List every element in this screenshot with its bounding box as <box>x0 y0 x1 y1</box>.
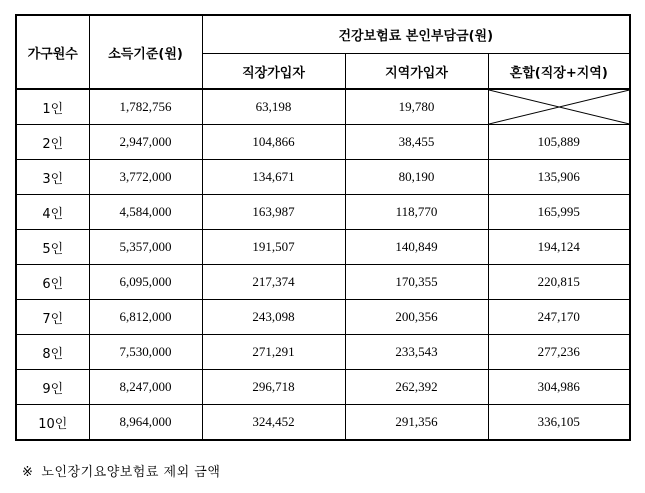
cell-income: 1,782,756 <box>89 89 202 125</box>
cell-household: 2인 <box>16 125 89 160</box>
table-row <box>16 335 630 370</box>
cell-employee: 163,987 <box>202 195 345 230</box>
cell-household: 3인 <box>16 160 89 195</box>
cell-income: 3,772,000 <box>89 160 202 195</box>
cell-mixed: 135,906 <box>488 160 630 195</box>
cell-regional: 140,849 <box>345 230 488 265</box>
table-row <box>16 405 630 441</box>
footnote-text: 노인장기요양보험료 제외 금액 <box>41 465 221 480</box>
header-regional: 지역가입자 <box>345 54 488 90</box>
footnote <box>22 461 220 480</box>
cell-income: 7,530,000 <box>89 335 202 370</box>
cell-income: 8,247,000 <box>89 370 202 405</box>
cell-employee: 271,291 <box>202 335 345 370</box>
cell-regional: 80,190 <box>345 160 488 195</box>
table-row <box>16 300 630 335</box>
cell-regional: 262,392 <box>345 370 488 405</box>
header-household: 가구원수 <box>16 15 89 89</box>
header-row-primary <box>16 15 630 54</box>
cell-regional: 170,355 <box>345 265 488 300</box>
table-body <box>16 89 630 440</box>
cell-regional: 291,356 <box>345 405 488 441</box>
cell-employee: 217,374 <box>202 265 345 300</box>
cell-employee: 296,718 <box>202 370 345 405</box>
cell-mixed: 220,815 <box>488 265 630 300</box>
table-row <box>16 265 630 300</box>
table-row <box>16 195 630 230</box>
cell-employee: 324,452 <box>202 405 345 441</box>
cell-household: 10인 <box>16 405 89 441</box>
header-mixed: 혼합(직장+지역) <box>488 54 630 90</box>
cell-household: 8인 <box>16 335 89 370</box>
cell-mixed: 336,105 <box>488 405 630 441</box>
cross-out-icon <box>489 90 630 124</box>
cell-income: 8,964,000 <box>89 405 202 441</box>
cell-income: 2,947,000 <box>89 125 202 160</box>
cell-income: 6,812,000 <box>89 300 202 335</box>
header-income: 소득기준(원) <box>89 15 202 89</box>
cell-household: 1인 <box>16 89 89 125</box>
cell-mixed: 247,170 <box>488 300 630 335</box>
cell-employee: 134,671 <box>202 160 345 195</box>
cell-mixed: 105,889 <box>488 125 630 160</box>
premium-table <box>15 14 631 441</box>
cell-mixed-not-applicable <box>488 89 630 125</box>
cell-mixed: 194,124 <box>488 230 630 265</box>
table-row <box>16 370 630 405</box>
cell-regional: 233,543 <box>345 335 488 370</box>
table-row <box>16 89 630 125</box>
cell-regional: 200,356 <box>345 300 488 335</box>
header-premium-group: 건강보험료 본인부담금(원) <box>202 15 630 54</box>
cell-employee: 191,507 <box>202 230 345 265</box>
cell-income: 4,584,000 <box>89 195 202 230</box>
footnote-mark: ※ <box>22 465 34 480</box>
cell-regional: 38,455 <box>345 125 488 160</box>
cell-household: 5인 <box>16 230 89 265</box>
cell-mixed: 277,236 <box>488 335 630 370</box>
header-employee: 직장가입자 <box>202 54 345 90</box>
cell-household: 4인 <box>16 195 89 230</box>
cell-income: 5,357,000 <box>89 230 202 265</box>
cell-mixed: 304,986 <box>488 370 630 405</box>
cell-regional: 118,770 <box>345 195 488 230</box>
cell-employee: 243,098 <box>202 300 345 335</box>
table-row <box>16 230 630 265</box>
cell-employee: 63,198 <box>202 89 345 125</box>
cell-household: 9인 <box>16 370 89 405</box>
cell-household: 7인 <box>16 300 89 335</box>
table-row <box>16 160 630 195</box>
cell-regional: 19,780 <box>345 89 488 125</box>
cell-employee: 104,866 <box>202 125 345 160</box>
cell-mixed: 165,995 <box>488 195 630 230</box>
cell-household: 6인 <box>16 265 89 300</box>
table-row <box>16 125 630 160</box>
cell-income: 6,095,000 <box>89 265 202 300</box>
